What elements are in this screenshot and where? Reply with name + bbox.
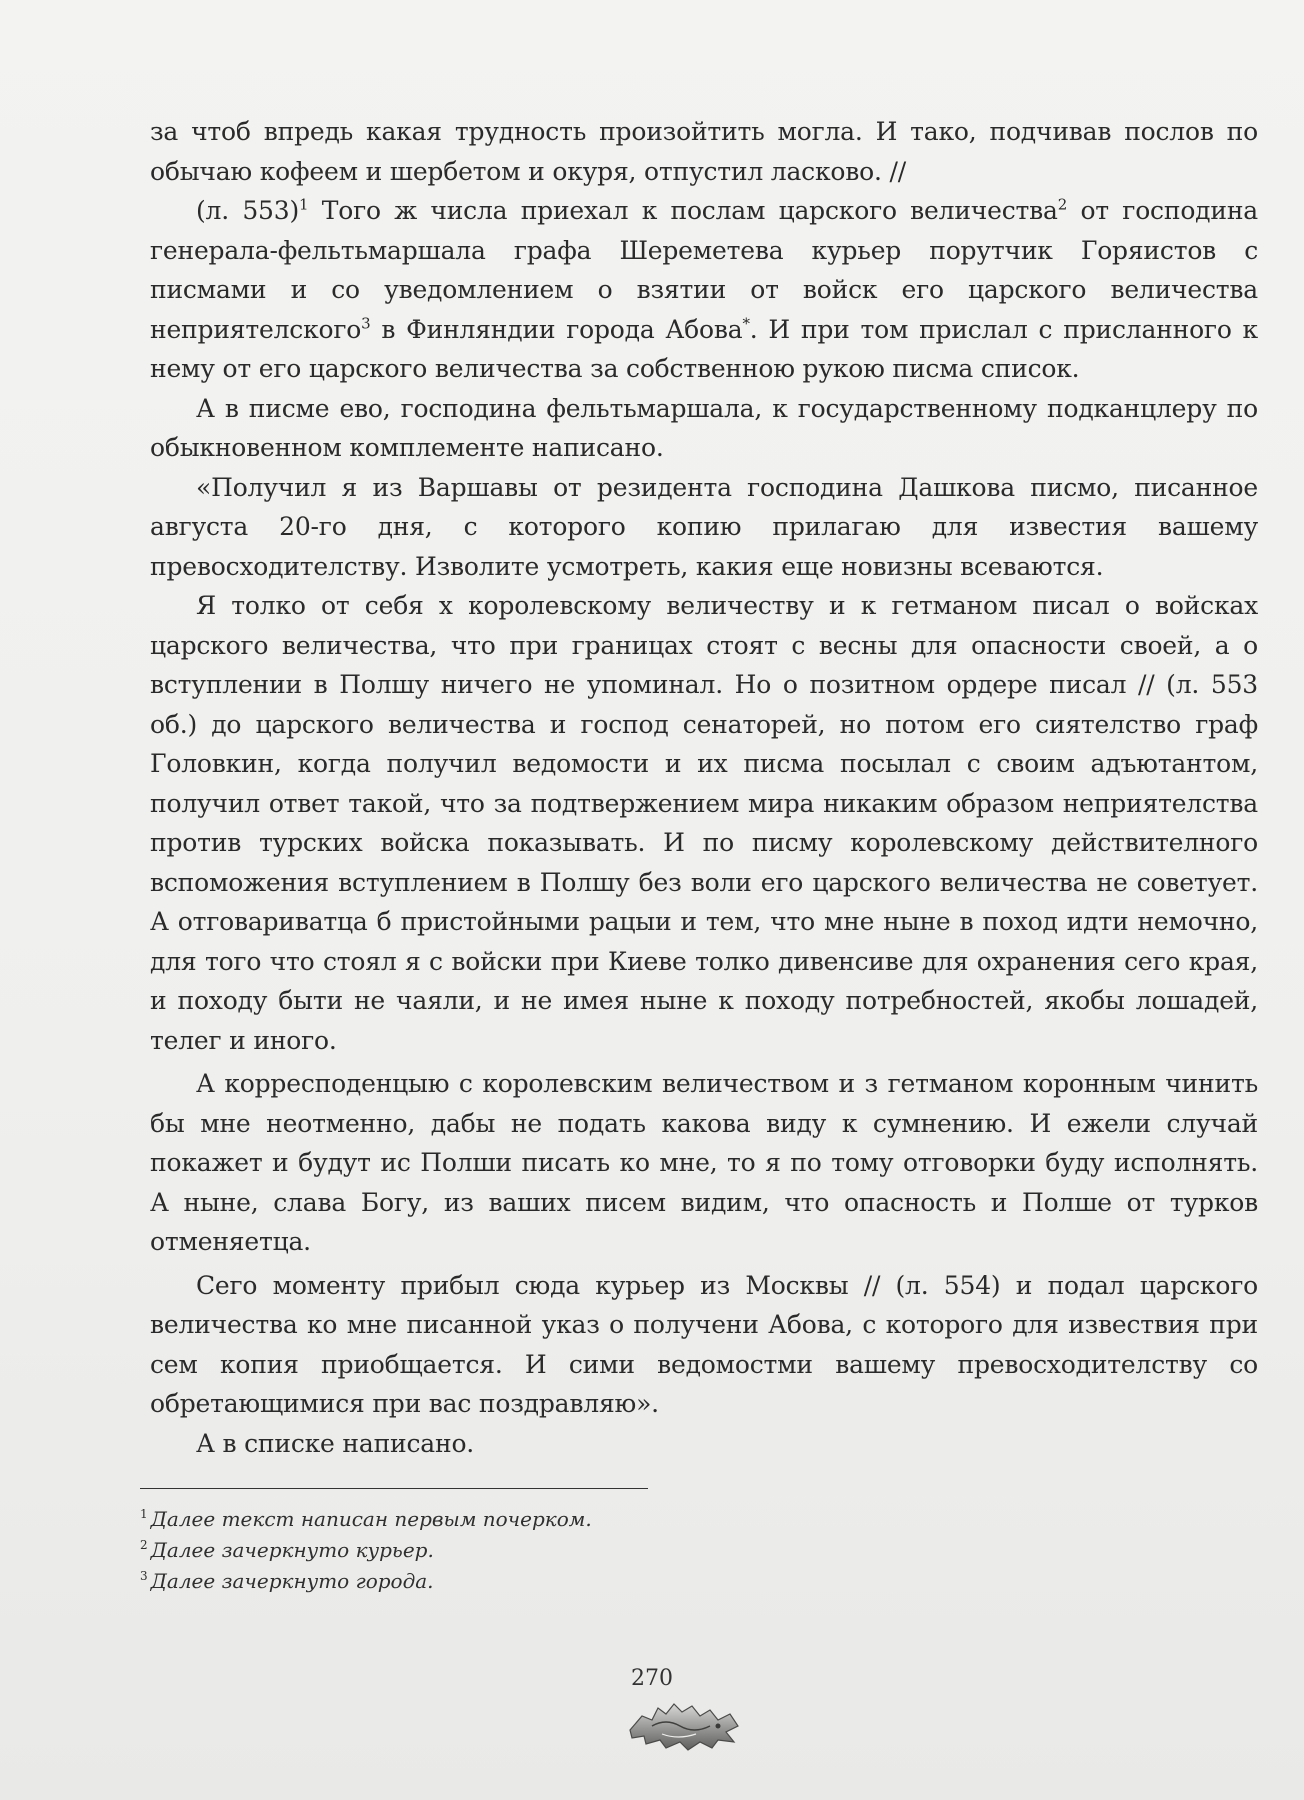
paragraph-4 bbox=[150, 468, 1258, 587]
footnote-marker: * bbox=[742, 314, 750, 333]
footnote-marker: 3 bbox=[361, 314, 371, 333]
footnote-marker: 1 bbox=[299, 195, 309, 214]
footnote-3-text: Далее зачеркнуто города. bbox=[150, 1569, 434, 1593]
text-run: «Получил я из Варшавы от резидента господина Дашкова писмо, писанное августа 20-го дня, с которого копию прилагаю для известия вашему превосходителству. Изволите усмотреть, какия еще новизны всеваются. bbox=[150, 472, 1258, 581]
text-run: А в списке написано. bbox=[196, 1428, 475, 1458]
text-run: . И при том прислал с присланного к нему от его царского величества за собственною рукою писма список. bbox=[150, 314, 1258, 383]
footnote-2-number: 2 bbox=[140, 1538, 148, 1553]
text-run: А корресподенцыю с королевским величеством и з гетманом коронным чинить бы мне неотменно, дабы не подать какова виду к сумнению. И ежели случай покажет и будут ис Полши писать ко мне, то я по тому отговорки буду исполнять. А ныне, слава Богу, из ваших писем видим, что опасность и Полше от турков отменяетца. bbox=[150, 1069, 1258, 1256]
text-run: А в писме ево, господина фельтьмаршала, к государственному подканцлеру по обыкновенном комплементе написано. bbox=[150, 393, 1258, 462]
footnote-divider bbox=[140, 1488, 648, 1489]
paragraph-7 bbox=[150, 1266, 1258, 1424]
text-run: Сего моменту прибыл сюда курьер из Москвы // (л. 554) и подал царского величества ко мне писанной указ о получени Абова, с которого для извествия при сем копия приобщается. И сими ведомостми вашему превосходителству со обретающимися при вас поздравляю». bbox=[150, 1270, 1258, 1418]
footnote-1 bbox=[140, 1504, 1140, 1535]
text-run: Того ж числа приехал к послам царского величества bbox=[308, 196, 1058, 225]
text-run: (л. 553) bbox=[196, 196, 300, 225]
footnotes bbox=[140, 1504, 1140, 1597]
footnote-2-text: Далее зачеркнуто курьер. bbox=[150, 1538, 434, 1562]
footnote-1-text: Далее текст написан первым почерком. bbox=[150, 1507, 592, 1531]
paragraph-1 bbox=[150, 112, 1258, 191]
paragraph-3 bbox=[150, 389, 1258, 468]
paragraph-2 bbox=[150, 191, 1258, 389]
footnote-3-number: 3 bbox=[140, 1569, 148, 1584]
paragraph-8 bbox=[150, 1424, 1258, 1464]
footnote-marker: 2 bbox=[1057, 195, 1068, 214]
text-run: за чтоб впредь какая трудность произойтить могла. И тако, подчивав послов по обычаю кофеем и шербетом и окуря, отпустил ласково. // bbox=[150, 117, 1258, 186]
winged-lion-ornament-icon bbox=[622, 1692, 746, 1754]
text-run: от господина генерала-фельтьмаршала графа Шереметева курьер порутчик Горяистов с писмами и со уведомлением о взятии от войск его царского величества неприятелского bbox=[150, 196, 1258, 344]
text-run: в Финляндии города Абова bbox=[370, 314, 743, 344]
text-run: Я толко от себя х королевскому величеству и к гетманом писал о войсках царского величества, что при границах стоят с весны для опасности своей, а о вступлении в Полшу ничего не упоминал. Но о позитном ордере писал // (л. 553 об.) до царского величества и господ сенаторей, но потом его сиятелство граф Головкин, когда получил ведомости и их писма посылал с своим адъютантом, получил ответ такой, что за подтвержением мира никаким образом неприятелства против турских войска показывать. И по писму королевскому действителного вспоможения вступлением в Полшу без воли его царского величества не советует. А отговариватца б пристойными рацыи и тем, что мне ныне в поход идти немочно, для того что стоял я с войски при Киеве толко дивенсиве для охранения сего края, и походу быти не чаяли, и не имея ныне к походу потребностей, якобы лошадей, телег и иного. bbox=[150, 591, 1258, 1055]
paragraph-5 bbox=[150, 586, 1258, 1060]
footnote-3 bbox=[140, 1566, 1140, 1597]
main-text bbox=[150, 112, 1258, 1463]
paragraph-6 bbox=[150, 1064, 1258, 1262]
footnote-2 bbox=[140, 1535, 1140, 1566]
footnote-1-number: 1 bbox=[140, 1507, 148, 1522]
page-number: 270 bbox=[631, 1666, 673, 1691]
